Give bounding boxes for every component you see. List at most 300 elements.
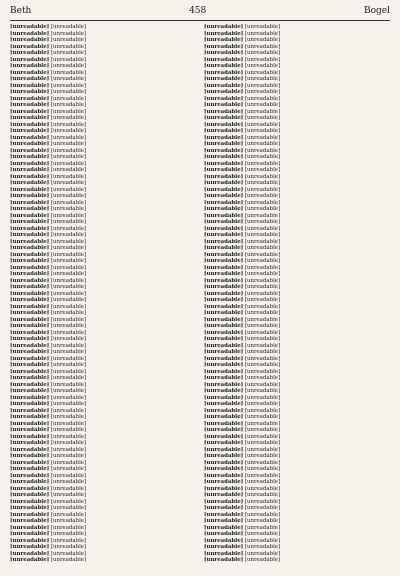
entry-surname: [unreadable] <box>204 160 244 167</box>
entry-surname: [unreadable] <box>10 355 50 362</box>
entry-details: [unreadable] <box>50 141 87 147</box>
entry-surname: [unreadable] <box>10 115 50 121</box>
entry-details: [unreadable] <box>244 492 281 498</box>
entry-surname: [unreadable] <box>10 212 50 219</box>
entry-details: [unreadable] <box>244 362 281 368</box>
entry-details: [unreadable] <box>50 349 87 355</box>
entry-details: [unreadable] <box>50 258 87 264</box>
entry-surname: [unreadable] <box>204 193 244 199</box>
entry-surname: [unreadable] <box>204 238 244 245</box>
entry-details: [unreadable] <box>244 134 281 141</box>
entry-surname: [unreadable] <box>10 485 50 492</box>
entry-details: [unreadable] <box>244 251 281 258</box>
entry-surname: [unreadable] <box>10 466 50 472</box>
entry-details: [unreadable] <box>50 453 87 459</box>
entry-details: [unreadable] <box>50 459 87 466</box>
entry-details: [unreadable] <box>50 297 87 303</box>
entry-surname: [unreadable] <box>10 206 50 212</box>
entry-details: [unreadable] <box>244 245 281 251</box>
entry-details: [unreadable] <box>244 258 281 264</box>
entry-surname: [unreadable] <box>204 557 244 563</box>
entry-surname: [unreadable] <box>204 303 244 310</box>
entry-surname: [unreadable] <box>204 167 244 173</box>
entry-surname: [unreadable] <box>204 219 244 225</box>
entry-details: [unreadable] <box>244 537 281 544</box>
entry-details: [unreadable] <box>244 453 281 459</box>
entry-details: [unreadable] <box>50 264 87 271</box>
entry-surname: [unreadable] <box>10 342 50 349</box>
entry-surname: [unreadable] <box>10 245 50 251</box>
entry-details: [unreadable] <box>244 388 281 394</box>
entry-surname: [unreadable] <box>10 388 50 394</box>
entry-surname: [unreadable] <box>204 180 244 186</box>
entry-surname: [unreadable] <box>10 303 50 310</box>
entry-surname: [unreadable] <box>204 43 244 50</box>
entry-surname: [unreadable] <box>10 329 50 336</box>
entry-details: [unreadable] <box>244 375 281 381</box>
entry-surname: [unreadable] <box>204 485 244 492</box>
entry-details: [unreadable] <box>50 251 87 258</box>
entry-surname: [unreadable] <box>10 505 50 511</box>
entry-details: [unreadable] <box>244 446 281 453</box>
entry-details: [unreadable] <box>244 154 281 160</box>
entry-surname: [unreadable] <box>204 342 244 349</box>
entry-details: [unreadable] <box>50 277 87 284</box>
entry-surname: [unreadable] <box>204 518 244 524</box>
entry-surname: [unreadable] <box>10 76 50 82</box>
entry-surname: [unreadable] <box>10 251 50 258</box>
entry-surname: [unreadable] <box>204 362 244 368</box>
entry-details: [unreadable] <box>244 297 281 303</box>
entry-surname: [unreadable] <box>10 82 50 89</box>
entry-details: [unreadable] <box>244 511 281 518</box>
entry-details: [unreadable] <box>244 232 281 238</box>
entry-details: [unreadable] <box>50 368 87 375</box>
entry-details: [unreadable] <box>50 518 87 524</box>
entry-surname: [unreadable] <box>204 89 244 95</box>
entry-surname: [unreadable] <box>204 225 244 232</box>
directory-column-right <box>204 24 390 572</box>
entry-details: [unreadable] <box>50 56 87 63</box>
entry-surname: [unreadable] <box>10 43 50 50</box>
entry-surname: [unreadable] <box>204 310 244 316</box>
entry-surname: [unreadable] <box>10 407 50 414</box>
entry-details: [unreadable] <box>244 427 281 433</box>
entry-surname: [unreadable] <box>10 141 50 147</box>
entry-surname: [unreadable] <box>204 290 244 297</box>
entry-details: [unreadable] <box>50 121 87 128</box>
entry-surname: [unreadable] <box>204 446 244 453</box>
entry-details: [unreadable] <box>50 433 87 440</box>
entry-surname: [unreadable] <box>10 160 50 167</box>
entry-details: [unreadable] <box>244 225 281 232</box>
running-head-right: Bogel <box>363 6 390 16</box>
entry-details: [unreadable] <box>50 381 87 388</box>
entry-surname: [unreadable] <box>204 336 244 342</box>
entry-surname: [unreadable] <box>204 264 244 271</box>
entry-surname: [unreadable] <box>204 121 244 128</box>
entry-details: [unreadable] <box>244 336 281 342</box>
entry-surname: [unreadable] <box>204 128 244 134</box>
entry-surname: [unreadable] <box>10 134 50 141</box>
entry-surname: [unreadable] <box>10 414 50 420</box>
entry-details: [unreadable] <box>50 199 87 206</box>
entry-surname: [unreadable] <box>10 381 50 388</box>
entry-surname: [unreadable] <box>10 284 50 290</box>
entry-details: [unreadable] <box>244 544 281 550</box>
entry-surname: [unreadable] <box>10 459 50 466</box>
entry-surname: [unreadable] <box>10 30 50 37</box>
entry-details: [unreadable] <box>50 485 87 492</box>
entry-details: [unreadable] <box>50 362 87 368</box>
entry-details: [unreadable] <box>244 524 281 531</box>
entry-surname: [unreadable] <box>10 186 50 193</box>
entry-details: [unreadable] <box>244 24 281 30</box>
entry-surname: [unreadable] <box>10 310 50 316</box>
entry-surname: [unreadable] <box>204 297 244 303</box>
entry-surname: [unreadable] <box>10 440 50 446</box>
entry-details: [unreadable] <box>244 310 281 316</box>
entry-details: [unreadable] <box>244 329 281 336</box>
directory-columns <box>10 24 390 572</box>
entry-surname: [unreadable] <box>10 518 50 524</box>
entry-details: [unreadable] <box>244 498 281 505</box>
entry-surname: [unreadable] <box>10 453 50 459</box>
running-head <box>10 6 390 18</box>
entry-details: [unreadable] <box>244 433 281 440</box>
entry-details: [unreadable] <box>244 479 281 485</box>
entry-details: [unreadable] <box>50 134 87 141</box>
entry-surname: [unreadable] <box>10 420 50 427</box>
entry-surname: [unreadable] <box>10 37 50 43</box>
entry-surname: [unreadable] <box>204 271 244 277</box>
entry-details: [unreadable] <box>244 505 281 511</box>
entry-surname: [unreadable] <box>204 453 244 459</box>
entry-surname: [unreadable] <box>10 89 50 95</box>
entry-details: [unreadable] <box>244 199 281 206</box>
entry-details: [unreadable] <box>244 316 281 323</box>
entry-details: [unreadable] <box>244 193 281 199</box>
entry-surname: [unreadable] <box>10 362 50 368</box>
entry-surname: [unreadable] <box>204 394 244 401</box>
entry-details: [unreadable] <box>244 167 281 173</box>
entry-surname: [unreadable] <box>204 433 244 440</box>
entry-details: [unreadable] <box>244 485 281 492</box>
entry-surname: [unreadable] <box>204 368 244 375</box>
entry-surname: [unreadable] <box>10 56 50 63</box>
entry-details: [unreadable] <box>244 401 281 407</box>
entry-details: [unreadable] <box>50 466 87 472</box>
entry-surname: [unreadable] <box>10 368 50 375</box>
entry-details: [unreadable] <box>244 115 281 121</box>
entry-surname: [unreadable] <box>10 524 50 531</box>
entry-details: [unreadable] <box>244 180 281 186</box>
entry-surname: [unreadable] <box>204 108 244 115</box>
entry-surname: [unreadable] <box>204 440 244 446</box>
entry-details: [unreadable] <box>244 355 281 362</box>
entry-surname: [unreadable] <box>10 167 50 173</box>
entry-surname: [unreadable] <box>204 537 244 544</box>
entry-details: [unreadable] <box>50 446 87 453</box>
entry-surname: [unreadable] <box>10 433 50 440</box>
entry-details: [unreadable] <box>244 472 281 479</box>
entry-details: [unreadable] <box>50 531 87 537</box>
entry-details: [unreadable] <box>50 388 87 394</box>
entry-surname: [unreadable] <box>204 141 244 147</box>
entry-details: [unreadable] <box>50 173 87 180</box>
entry-surname: [unreadable] <box>204 212 244 219</box>
entry-surname: [unreadable] <box>204 316 244 323</box>
entry-details: [unreadable] <box>244 518 281 524</box>
entry-details: [unreadable] <box>244 121 281 128</box>
entry-surname: [unreadable] <box>204 472 244 479</box>
entry-details: [unreadable] <box>244 141 281 147</box>
entry-surname: [unreadable] <box>204 420 244 427</box>
entry-details: [unreadable] <box>50 290 87 297</box>
entry-details: [unreadable] <box>244 420 281 427</box>
entry-surname: [unreadable] <box>204 50 244 56</box>
entry-surname: [unreadable] <box>204 258 244 264</box>
entry-surname: [unreadable] <box>10 511 50 518</box>
entry-details: [unreadable] <box>50 82 87 89</box>
entry-details: [unreadable] <box>244 128 281 134</box>
entry-details: [unreadable] <box>50 544 87 550</box>
entry-details: [unreadable] <box>50 102 87 108</box>
entry-surname: [unreadable] <box>204 76 244 82</box>
entry-details: [unreadable] <box>50 89 87 95</box>
entry-surname: [unreadable] <box>204 199 244 206</box>
entry-details: [unreadable] <box>50 479 87 485</box>
entry-details: [unreadable] <box>244 76 281 82</box>
entry-surname: [unreadable] <box>204 69 244 76</box>
entry-surname: [unreadable] <box>204 349 244 355</box>
entry-surname: [unreadable] <box>10 258 50 264</box>
entry-details: [unreadable] <box>244 108 281 115</box>
entry-details: [unreadable] <box>244 186 281 193</box>
entry-details: [unreadable] <box>50 180 87 186</box>
entry-details: [unreadable] <box>50 323 87 329</box>
entry-details: [unreadable] <box>244 43 281 50</box>
entry-details: [unreadable] <box>244 407 281 414</box>
entry-details: [unreadable] <box>50 108 87 115</box>
entry-surname: [unreadable] <box>204 95 244 102</box>
entry-details: [unreadable] <box>50 24 87 30</box>
entry-details: [unreadable] <box>50 193 87 199</box>
entry-details: [unreadable] <box>50 316 87 323</box>
entry-surname: [unreadable] <box>10 544 50 550</box>
entry-surname: [unreadable] <box>204 544 244 550</box>
entry-details: [unreadable] <box>244 206 281 212</box>
entry-surname: [unreadable] <box>204 459 244 466</box>
entry-surname: [unreadable] <box>10 102 50 108</box>
entry-surname: [unreadable] <box>10 401 50 407</box>
entry-details: [unreadable] <box>50 284 87 290</box>
entry-details: [unreadable] <box>50 128 87 134</box>
header-rule <box>10 20 390 21</box>
entry-surname: [unreadable] <box>204 251 244 258</box>
entry-details: [unreadable] <box>50 69 87 76</box>
entry-surname: [unreadable] <box>204 329 244 336</box>
entry-details: [unreadable] <box>244 89 281 95</box>
entry-details: [unreadable] <box>50 76 87 82</box>
entry-details: [unreadable] <box>50 238 87 245</box>
entry-surname: [unreadable] <box>10 69 50 76</box>
entry-surname: [unreadable] <box>10 147 50 154</box>
entry-details: [unreadable] <box>50 472 87 479</box>
entry-surname: [unreadable] <box>10 537 50 544</box>
entry-details: [unreadable] <box>50 147 87 154</box>
entry-surname: [unreadable] <box>10 446 50 453</box>
entry-details: [unreadable] <box>50 557 87 563</box>
entry-surname: [unreadable] <box>204 511 244 518</box>
entry-details: [unreadable] <box>50 271 87 277</box>
entry-details: [unreadable] <box>244 368 281 375</box>
entry-surname: [unreadable] <box>10 323 50 329</box>
entry-surname: [unreadable] <box>204 381 244 388</box>
entry-surname: [unreadable] <box>10 290 50 297</box>
entry-details: [unreadable] <box>244 63 281 69</box>
entry-surname: [unreadable] <box>204 134 244 141</box>
entry-details: [unreadable] <box>244 414 281 420</box>
entry-details: [unreadable] <box>244 459 281 466</box>
entry-surname: [unreadable] <box>204 498 244 505</box>
entry-surname: [unreadable] <box>204 355 244 362</box>
entry-details: [unreadable] <box>50 505 87 511</box>
entry-details: [unreadable] <box>50 342 87 349</box>
entry-surname: [unreadable] <box>10 394 50 401</box>
entry-surname: [unreadable] <box>10 498 50 505</box>
entry-surname: [unreadable] <box>204 427 244 433</box>
entry-details: [unreadable] <box>244 550 281 557</box>
entry-surname: [unreadable] <box>10 199 50 206</box>
entry-surname: [unreadable] <box>10 95 50 102</box>
entry-details: [unreadable] <box>244 349 281 355</box>
entry-details: [unreadable] <box>244 531 281 537</box>
entry-surname: [unreadable] <box>204 524 244 531</box>
entry-details: [unreadable] <box>50 375 87 381</box>
entry-details: [unreadable] <box>50 414 87 420</box>
entry-surname: [unreadable] <box>10 264 50 271</box>
entry-details: [unreadable] <box>50 427 87 433</box>
entry-surname: [unreadable] <box>10 108 50 115</box>
entry-details: [unreadable] <box>50 440 87 446</box>
entry-details: [unreadable] <box>50 219 87 225</box>
entry-details: [unreadable] <box>244 303 281 310</box>
entry-details: [unreadable] <box>50 401 87 407</box>
entry-details: [unreadable] <box>244 394 281 401</box>
entry-surname: [unreadable] <box>204 323 244 329</box>
entry-details: [unreadable] <box>244 466 281 472</box>
entry-surname: [unreadable] <box>204 82 244 89</box>
directory-column-left <box>10 24 196 572</box>
entry-details: [unreadable] <box>50 30 87 37</box>
entry-surname: [unreadable] <box>10 349 50 355</box>
entry-surname: [unreadable] <box>10 531 50 537</box>
entry-surname: [unreadable] <box>10 219 50 225</box>
entry-surname: [unreadable] <box>10 225 50 232</box>
entry-surname: [unreadable] <box>204 186 244 193</box>
entry-details: [unreadable] <box>50 160 87 167</box>
entry-details: [unreadable] <box>244 56 281 63</box>
entry-surname: [unreadable] <box>10 128 50 134</box>
entry-surname: [unreadable] <box>204 102 244 108</box>
entry-details: [unreadable] <box>50 303 87 310</box>
entry-surname: [unreadable] <box>10 427 50 433</box>
entry-details: [unreadable] <box>50 206 87 212</box>
entry-details: [unreadable] <box>50 407 87 414</box>
directory-entry <box>204 557 390 564</box>
entry-surname: [unreadable] <box>10 121 50 128</box>
entry-surname: [unreadable] <box>204 401 244 407</box>
entry-details: [unreadable] <box>244 290 281 297</box>
entry-surname: [unreadable] <box>10 63 50 69</box>
entry-surname: [unreadable] <box>204 245 244 251</box>
entry-details: [unreadable] <box>244 238 281 245</box>
entry-surname: [unreadable] <box>10 472 50 479</box>
entry-surname: [unreadable] <box>204 24 244 30</box>
entry-details: [unreadable] <box>244 219 281 225</box>
entry-details: [unreadable] <box>50 511 87 518</box>
entry-surname: [unreadable] <box>10 336 50 342</box>
entry-details: [unreadable] <box>244 440 281 446</box>
entry-surname: [unreadable] <box>204 147 244 154</box>
entry-details: [unreadable] <box>244 102 281 108</box>
entry-details: [unreadable] <box>50 498 87 505</box>
entry-details: [unreadable] <box>50 336 87 342</box>
entry-surname: [unreadable] <box>10 238 50 245</box>
entry-details: [unreadable] <box>50 492 87 498</box>
entry-details: [unreadable] <box>244 381 281 388</box>
entry-details: [unreadable] <box>50 186 87 193</box>
entry-details: [unreadable] <box>50 50 87 56</box>
entry-surname: [unreadable] <box>10 271 50 277</box>
entry-details: [unreadable] <box>50 329 87 336</box>
entry-details: [unreadable] <box>244 82 281 89</box>
entry-details: [unreadable] <box>244 173 281 180</box>
entry-surname: [unreadable] <box>204 37 244 43</box>
entry-details: [unreadable] <box>50 225 87 232</box>
entry-details: [unreadable] <box>244 264 281 271</box>
entry-details: [unreadable] <box>244 30 281 37</box>
entry-surname: [unreadable] <box>204 466 244 472</box>
entry-details: [unreadable] <box>50 537 87 544</box>
entry-details: [unreadable] <box>244 323 281 329</box>
entry-details: [unreadable] <box>50 245 87 251</box>
entry-surname: [unreadable] <box>10 557 50 563</box>
entry-surname: [unreadable] <box>204 56 244 63</box>
entry-details: [unreadable] <box>244 50 281 56</box>
entry-details: [unreadable] <box>244 160 281 167</box>
entry-details: [unreadable] <box>244 557 281 563</box>
entry-surname: [unreadable] <box>204 492 244 498</box>
entry-details: [unreadable] <box>244 69 281 76</box>
entry-surname: [unreadable] <box>10 180 50 186</box>
entry-details: [unreadable] <box>50 43 87 50</box>
entry-details: [unreadable] <box>50 355 87 362</box>
entry-surname: [unreadable] <box>204 550 244 557</box>
entry-details: [unreadable] <box>50 115 87 121</box>
entry-details: [unreadable] <box>244 212 281 219</box>
entry-details: [unreadable] <box>50 524 87 531</box>
entry-details: [unreadable] <box>50 37 87 43</box>
entry-details: [unreadable] <box>244 284 281 290</box>
entry-surname: [unreadable] <box>204 232 244 238</box>
running-head-left: Beth <box>10 6 32 16</box>
entry-surname: [unreadable] <box>10 297 50 303</box>
entry-details: [unreadable] <box>244 147 281 154</box>
entry-surname: [unreadable] <box>10 316 50 323</box>
entry-details: [unreadable] <box>244 37 281 43</box>
